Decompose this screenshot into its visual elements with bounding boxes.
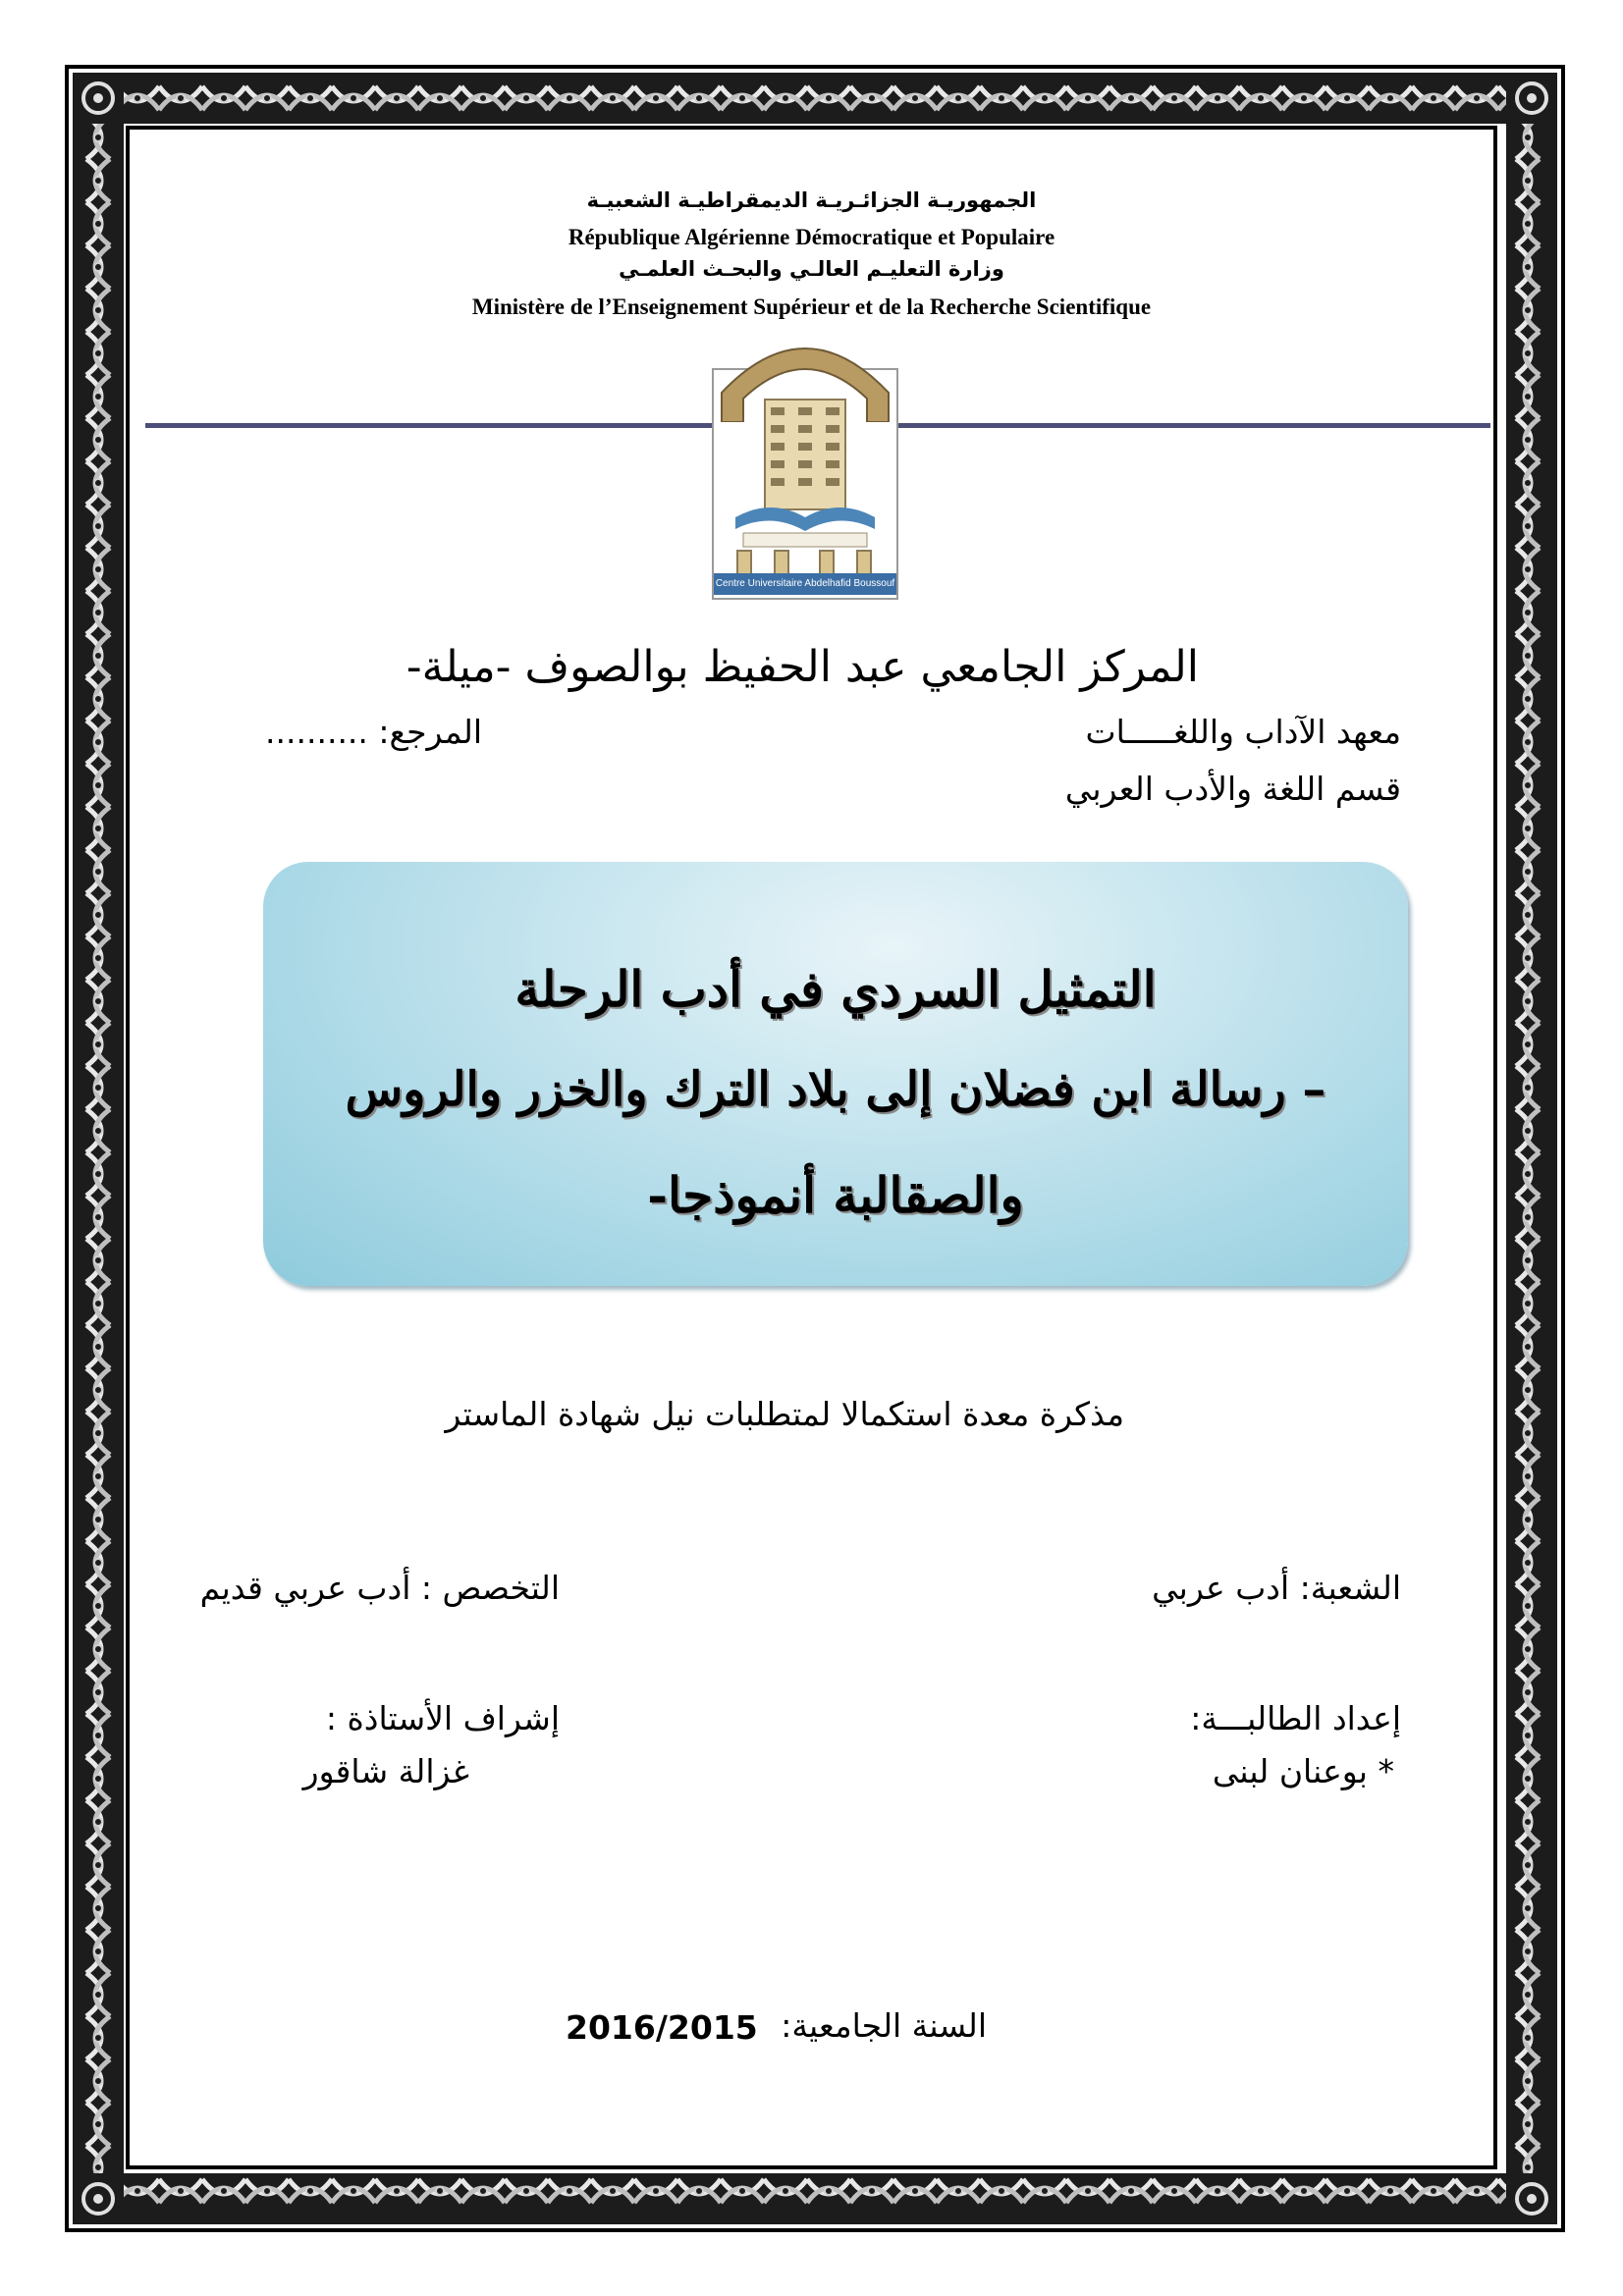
specialty-field: التخصص : أدب عربي قديم	[199, 1569, 560, 1607]
thesis-purpose-note: مذكرة معدة استكمالا لمتطلبات نيل شهادة الماستر	[445, 1395, 1124, 1433]
republic-arabic: الجمهوريـة الجزائـريـة الديمقراطيـة الشعبيـة	[586, 188, 1037, 212]
thesis-title-box	[263, 862, 1408, 1286]
logo-caption: Centre Universitaire Abdelhafid Boussouf Mila	[714, 573, 896, 595]
academic-year-value: 2016/2015	[566, 2008, 758, 2047]
academic-year-label: السنة الجامعية:	[781, 2006, 987, 2045]
institute-name: معهد الآداب واللغـــــات	[1085, 713, 1401, 751]
ministry-arabic: وزارة التعليـم العالـي والبحـث العلمـي	[619, 257, 1004, 281]
student-name: * بوعنان لبنى	[1212, 1752, 1394, 1790]
reference-field: المرجع: ..........	[265, 713, 482, 751]
university-center-name: المركز الجامعي عبد الحفيظ بوالصوف -ميلة-	[406, 642, 1199, 692]
republic-french: République Algérienne Démocratique et Populaire	[568, 225, 1055, 249]
thesis-title-line-2: – رسالة ابن فضلان إلى بلاد الترك والخزر والروس	[345, 1062, 1326, 1117]
thesis-title-line-3: والصقالبة أنموذجا-	[647, 1166, 1024, 1224]
ministry-french: Ministère de l’Enseignement Supérieur et de la Recherche Scientifique	[471, 294, 1152, 319]
supervisor-label: إشراف الأستاذة :	[325, 1699, 560, 1737]
department-name: قسم اللغة والأدب العربي	[1064, 770, 1401, 808]
prepared-by-label: إعداد الطالبـــة:	[1190, 1699, 1401, 1737]
logo-arch	[712, 324, 898, 422]
branch-field: الشعبة: أدب عربي	[1152, 1569, 1401, 1607]
supervisor-name: غزالة شاقور	[302, 1752, 469, 1790]
thesis-title-line-1: التمثيل السردي في أدب الرحلة	[514, 960, 1157, 1018]
